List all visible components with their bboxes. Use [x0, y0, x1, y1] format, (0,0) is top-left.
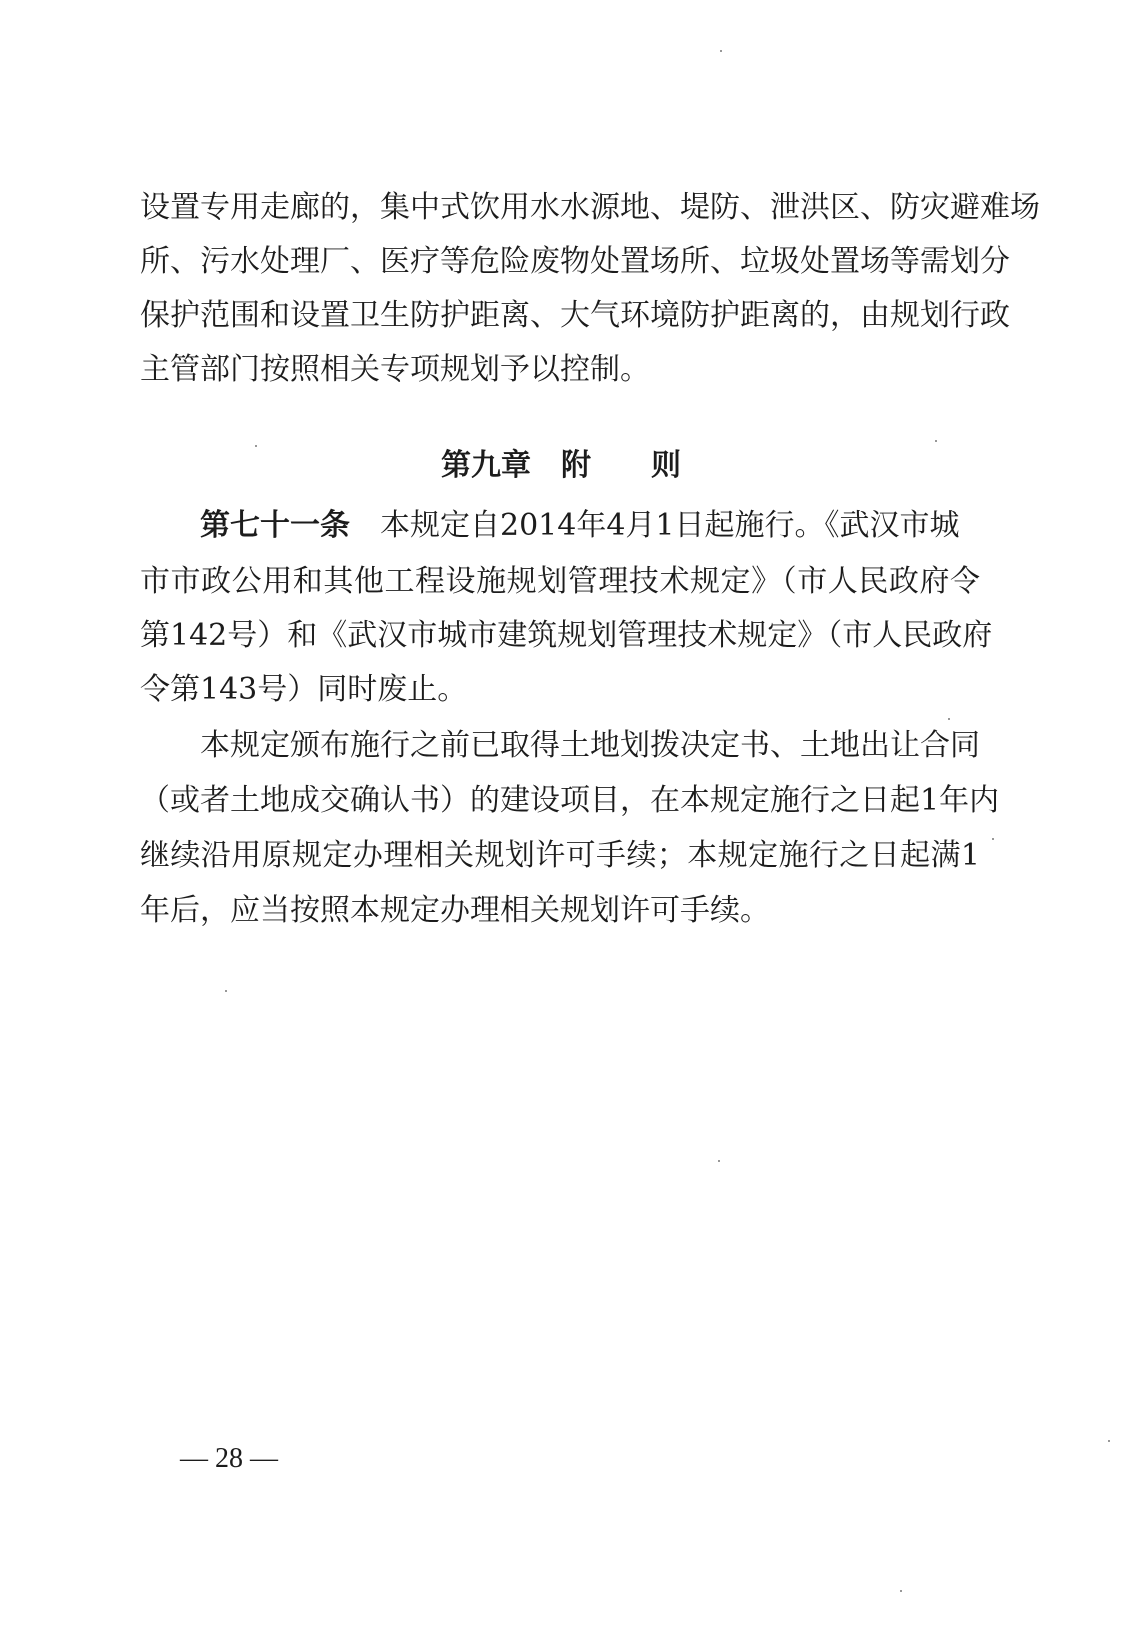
paragraph-top-line-3: 保护范围和设置卫生防护距离、大气环境防护距离的，由规划行政 — [140, 298, 1010, 333]
paragraph-top-line-4: 主管部门按照相关专项规划予以控制。 — [140, 352, 650, 387]
article-71-line-3: 第142号）和《武汉市城市建筑规划管理技术规定》（市人民政府 — [140, 618, 993, 653]
chapter-heading: 第九章 附 则 — [441, 448, 681, 483]
paragraph-top-line-1: 设置专用走廊的，集中式饮用水水源地、堤防、泄洪区、防灾避难场 — [140, 190, 1040, 225]
article-71-line-1-text: 本规定自2014年4月1日起施行。《武汉市城 — [350, 508, 960, 543]
scan-speck — [1108, 1440, 1110, 1442]
scan-speck — [225, 990, 227, 992]
scan-speck — [900, 1590, 902, 1592]
page-number: — 28 — — [180, 1443, 278, 1474]
article-71-line-1 — [200, 508, 980, 544]
scan-speck — [255, 445, 257, 447]
article-71-line-2: 市市政公用和其他工程设施规划管理技术规定》（市人民政府令 — [140, 564, 980, 599]
scan-speck — [720, 50, 722, 52]
paragraph-top-line-2: 所、污水处理厂、医疗等危险废物处置场所、垃圾处置场等需划分 — [140, 244, 1010, 279]
paragraph-transition-line-3: 继续沿用原规定办理相关规划许可手续；本规定施行之日起满1 — [140, 838, 980, 873]
article-71-line-4: 令第143号）同时废止。 — [140, 672, 468, 707]
paragraph-transition-line-4: 年后，应当按照本规定办理相关规划许可手续。 — [140, 893, 770, 928]
article-71-label: 第七十一条 — [200, 508, 350, 543]
scan-speck — [948, 718, 950, 720]
paragraph-transition-line-1: 本规定颁布施行之前已取得土地划拨决定书、土地出让合同 — [200, 728, 980, 763]
scan-speck — [935, 440, 937, 442]
scan-speck — [718, 1160, 720, 1162]
paragraph-transition-line-2: （或者土地成交确认书）的建设项目，在本规定施行之日起1年内 — [140, 783, 1000, 818]
scan-speck — [992, 838, 994, 840]
